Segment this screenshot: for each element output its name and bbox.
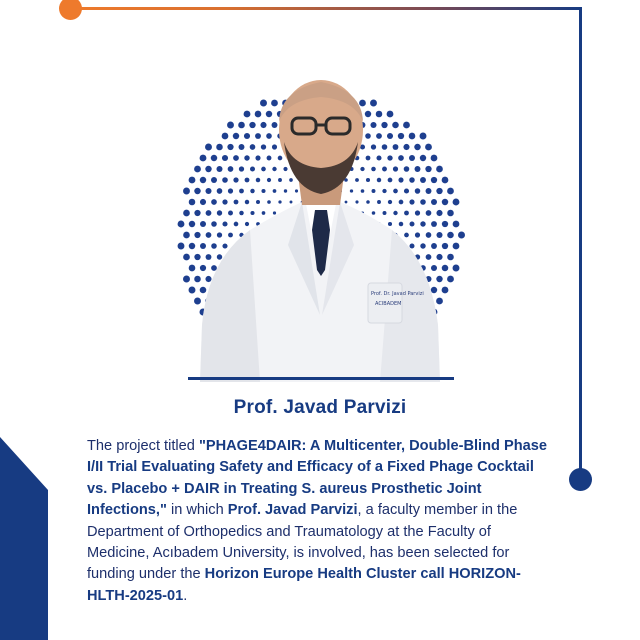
coat-badge-text: Prof. Dr. Javad Parvizi <box>371 291 424 297</box>
frame-top-line <box>72 7 582 10</box>
navy-dot-decoration <box>569 468 592 491</box>
orange-dot-decoration <box>59 0 82 20</box>
announcement-paragraph <box>87 436 557 607</box>
intro-text: The project titled <box>87 438 199 454</box>
person-name-heading: Prof. Javad Parvizi <box>233 397 407 418</box>
end-text: . <box>183 587 188 604</box>
middle-text-2: , a faculty member in the Department of Orthopedics and Traumatology at the Faculty of Medicine, Acıbadem University, is involved, has been selected for funding under the <box>87 502 518 583</box>
project-title: "PHAGE4DAIR: A Multicenter, Double-Blind Phase I/II Trial Evaluating Safety and Efficacy of a Fixed Phage Cocktail vs. Placebo + DAIR in Treating S. aureus Prosthetic Joint Infections," <box>87 438 547 519</box>
portrait-photo <box>180 70 460 382</box>
middle-text-1: in which <box>166 502 228 519</box>
funding-call-name: Horizon Europe Health Cluster call HORIZON-HLTH-2025-01 <box>87 566 521 604</box>
portrait-underline <box>188 377 454 380</box>
person-name-inline: Prof. Javad Parvizi <box>227 502 358 519</box>
svg-text:ACIBADEM: ACIBADEM <box>375 301 402 307</box>
